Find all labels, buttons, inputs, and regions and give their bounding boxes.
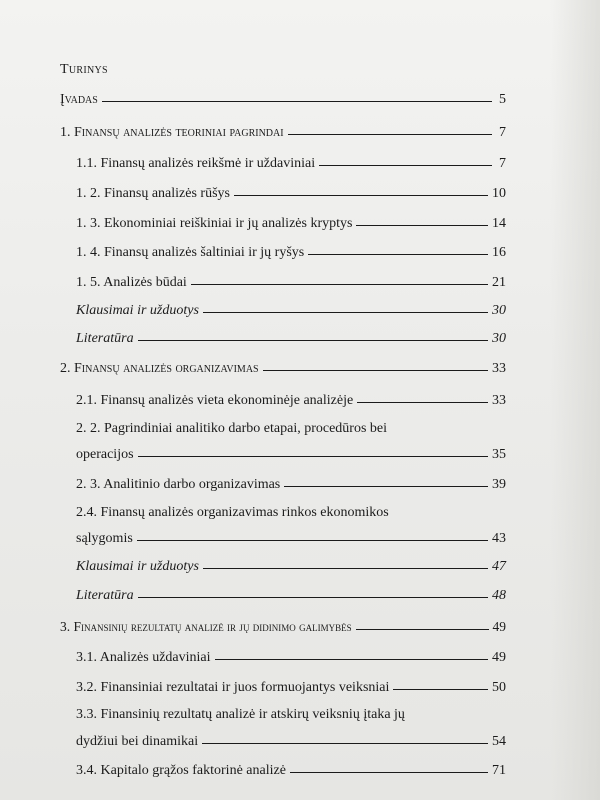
toc-entry-label: Literatūra <box>76 331 134 346</box>
leader-line <box>290 772 488 773</box>
toc-entry <box>76 588 506 604</box>
toc-entry-label: 1. 4. Finansų analizės šaltiniai ir jų ryšys <box>76 245 305 260</box>
toc-entry <box>76 303 506 319</box>
toc-entry-page: 30 <box>492 303 506 318</box>
toc-title: Turinys <box>60 62 108 77</box>
toc-entry <box>76 734 506 750</box>
toc-entry-page: 30 <box>492 331 506 346</box>
toc-entry-page: 10 <box>492 186 506 201</box>
toc-entry-label: 2. Finansų analizės organizavimas <box>60 361 259 376</box>
leader-line <box>284 486 488 487</box>
leader-line <box>288 134 492 135</box>
leader-line <box>215 659 488 660</box>
leader-line <box>202 743 488 744</box>
toc-entry <box>76 331 506 347</box>
toc-entry <box>60 361 506 377</box>
toc-entry <box>76 680 506 696</box>
leader-line <box>356 225 488 226</box>
toc-entry-label: 3. Finansinių rezultatų analizė ir jų didinimo galimybės <box>60 619 352 634</box>
leader-line <box>191 284 488 285</box>
toc-entry-label: 3.2. Finansiniai rezultatai ir juos formuojantys veiksniai <box>76 680 390 695</box>
leader-line <box>356 629 489 630</box>
toc-entry-page: 49 <box>492 619 506 634</box>
leader-line <box>234 195 488 196</box>
toc-entry-page: 7 <box>499 125 506 140</box>
toc-entry <box>76 531 506 547</box>
toc-entry <box>60 125 506 141</box>
toc-entry-page: 33 <box>492 393 506 408</box>
toc-entry <box>76 763 506 779</box>
toc-entry-label-line1: 2. 2. Pagrindiniai analitiko darbo etapai, procedūros bei <box>76 421 388 436</box>
toc-entry-page: 43 <box>492 531 506 546</box>
leader-line <box>138 340 488 341</box>
toc-entry <box>76 156 506 172</box>
toc-entry <box>60 619 506 635</box>
toc-entry-label: Literatūra <box>76 588 134 603</box>
toc-entry <box>60 92 506 108</box>
toc-entry <box>76 559 506 575</box>
toc-entry <box>76 477 506 493</box>
toc-entry-page: 16 <box>492 245 506 260</box>
toc-entry-label: 1. 5. Analizės būdai <box>76 275 187 290</box>
leader-line <box>393 689 488 690</box>
toc-entry <box>76 393 506 409</box>
toc-entry-label: 3.4. Kapitalo grąžos faktorinė analizė <box>76 763 286 778</box>
toc-entry-page: 35 <box>492 447 506 462</box>
toc-entry-label: operacijos <box>76 447 134 462</box>
toc-entry-page: 39 <box>492 477 506 492</box>
leader-line <box>138 456 488 457</box>
toc-entry <box>76 650 506 666</box>
toc-entry-label-line1: 3.3. Finansinių rezultatų analizė ir atskirų veiksnių įtaka jų <box>76 707 405 722</box>
leader-line <box>319 165 492 166</box>
toc-entry-page: 14 <box>492 216 506 231</box>
toc-entry-page: 49 <box>492 650 506 665</box>
leader-line <box>203 568 488 569</box>
leader-line <box>102 101 492 102</box>
toc-entry-label: 2.1. Finansų analizės vieta ekonominėje analizėje <box>76 393 354 408</box>
toc-entry <box>76 186 506 202</box>
toc-entry-label-line1: 2.4. Finansų analizės organizavimas rinkos ekonomikos <box>76 505 389 520</box>
toc-entry-label: 3.1. Analizės uždaviniai <box>76 650 211 665</box>
toc-entry-label: 2. 3. Analitinio darbo organizavimas <box>76 477 281 492</box>
toc-entry-page: 54 <box>492 734 506 749</box>
toc-entry-label: 1. 2. Finansų analizės rūšys <box>76 186 230 201</box>
toc-entry-label: Įvadas <box>60 92 98 107</box>
toc-entry <box>76 245 506 261</box>
toc-entry <box>76 216 506 232</box>
toc-entry-label: dydžiui bei dinamikai <box>76 734 199 749</box>
page-edge-shadow <box>550 0 600 800</box>
toc-entry-page: 7 <box>499 156 506 171</box>
toc-entry-label: 1. Finansų analizės teoriniai pagrindai <box>60 125 284 140</box>
toc-entry-label: Klausimai ir užduotys <box>76 303 199 318</box>
toc-entry-label: sąlygomis <box>76 531 133 546</box>
toc-entry-page: 5 <box>499 92 506 107</box>
leader-line <box>137 540 488 541</box>
toc-entry-page: 33 <box>492 361 506 376</box>
toc-entry-page: 21 <box>492 275 506 290</box>
leader-line <box>357 402 488 403</box>
toc-entry <box>76 447 506 463</box>
leader-line <box>203 312 488 313</box>
toc-entry-page: 71 <box>492 763 506 778</box>
toc-entry-label: 1. 3. Ekonominiai reiškiniai ir jų analizės kryptys <box>76 216 353 231</box>
leader-line <box>308 254 488 255</box>
toc-entry-label: Klausimai ir užduotys <box>76 559 199 574</box>
leader-line <box>138 597 488 598</box>
toc-entry-page: 50 <box>492 680 506 695</box>
toc-entry-label: 1.1. Finansų analizės reikšmė ir uždaviniai <box>76 156 316 171</box>
toc-entry <box>76 275 506 291</box>
toc-entry-page: 48 <box>492 588 506 603</box>
leader-line <box>263 370 488 371</box>
toc-entry-page: 47 <box>492 559 506 574</box>
